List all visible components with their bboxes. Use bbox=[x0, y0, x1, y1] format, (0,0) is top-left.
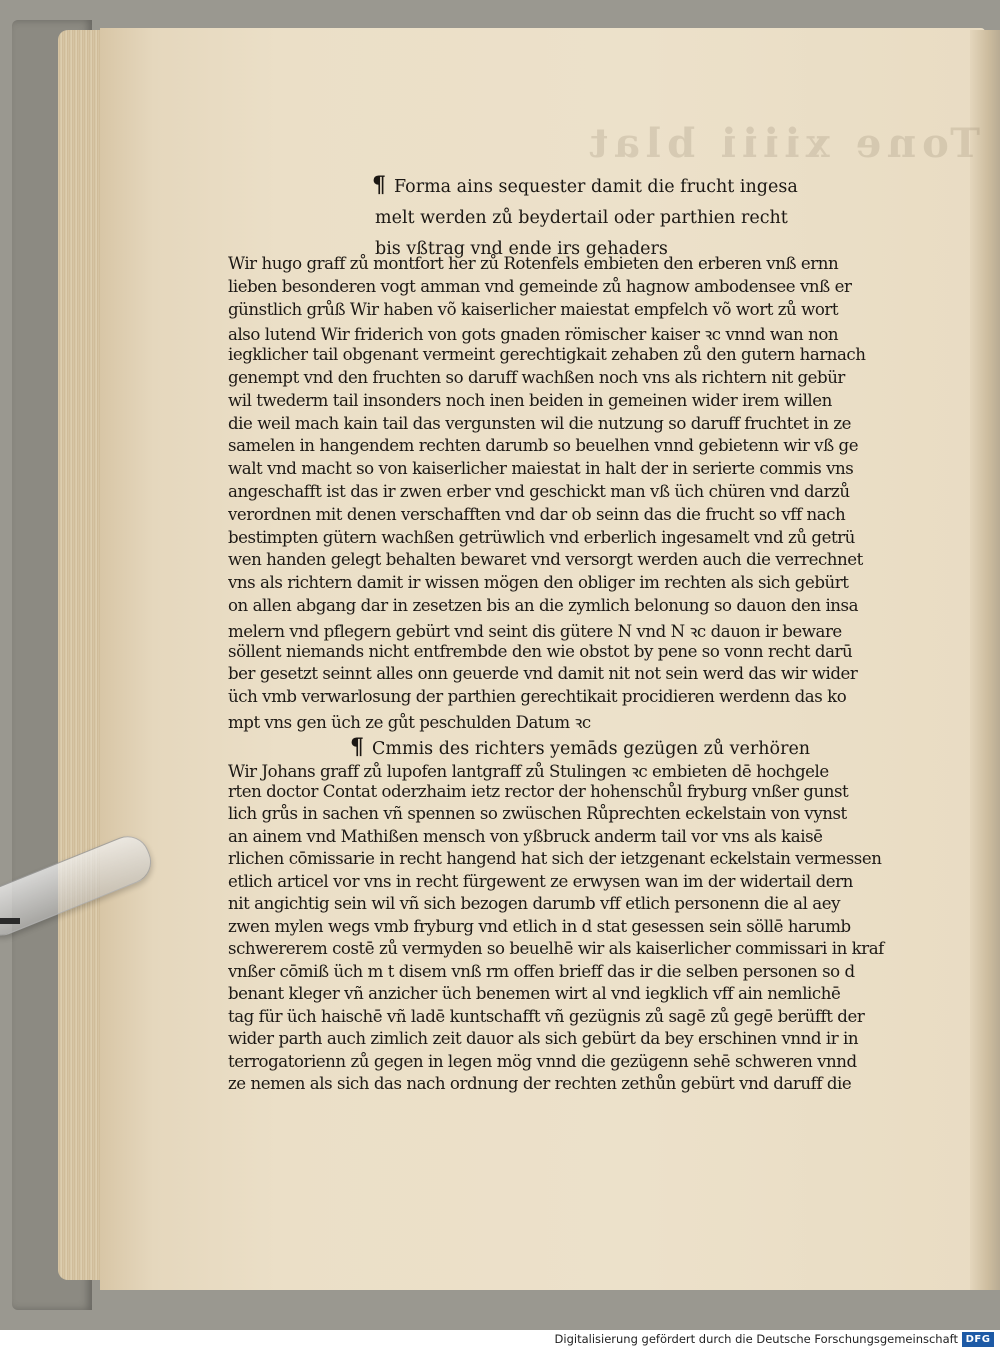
text-line: tag für üch haischē vñ ladē kuntschafft vñ gezügnis zů sagē zů gegē berüfft der bbox=[228, 1006, 865, 1026]
text-line: walt vnd macht so von kaiserlicher maiestat in halt der in serierte commis vns bbox=[228, 459, 854, 479]
text-line: genempt vnd den fruchten so daruff wachßen noch vns als richtern nit gebür bbox=[228, 368, 845, 387]
paragraph-mark-icon: ¶ bbox=[372, 172, 386, 198]
footer-credit: Digitalisierung gefördert durch die Deutsche Forschungsgemeinschaft bbox=[554, 1332, 958, 1346]
page-holder-tip bbox=[0, 918, 20, 924]
heading-line: melt werden zů beydertail oder parthien recht bbox=[375, 208, 788, 228]
text-line: söllent niemands nicht entfrembde den wie obstot by pene so vonn recht darū bbox=[228, 641, 853, 661]
text-line: zwen mylen wegs vmb fryburg vnd etlich in d stat gesessen sein söllē harumb bbox=[228, 916, 851, 936]
paragraph-mark-icon: ¶ bbox=[350, 734, 364, 760]
text-line: bestimpten gütern wachßen getrüwlich vnd erberlich ingesamelt vnd zů getrü bbox=[228, 527, 855, 547]
text-line: terrogatorienn zů gegen in legen mög vnnd die gezügenn sehē schweren vnnd bbox=[228, 1051, 857, 1071]
text-line: Wir Johans graff zů lupofen lantgraff zů Stulingen ꝛc embieten dē hochgele bbox=[228, 762, 829, 781]
text-line: vnßer cōmiß üch m t disem vnß rm offen brieff das ir die selben personen so d bbox=[228, 961, 855, 981]
text-line: rten doctor Contat oderzhaim ietz rector der hohenschůl fryburg vnßer gunst bbox=[228, 781, 849, 801]
text-line: angeschafft ist das ir zwen erber vnd geschickt man vß üch chüren vnd darzů bbox=[228, 482, 850, 501]
text-line: also lutend Wir friderich von gots gnaden römischer kaiser ꝛc vnnd wan non bbox=[228, 325, 839, 345]
text-line: rlichen cōmissarie in recht hangend hat sich der ietzgenant eckelstain vermessen bbox=[228, 849, 882, 868]
text-line: etlich articel vor vns in recht fürgewent ze erwysen wan im der widertail dern bbox=[228, 871, 853, 891]
text-line: günstlich grůß Wir haben võ kaiserlicher maiestat empfelch võ wort zů wort bbox=[228, 299, 839, 319]
text-line: melern vnd pflegern gebürt vnd seint dis gütere N vnd N ꝛc dauon ir beware bbox=[228, 621, 842, 641]
text-line: on allen abgang dar in zesetzen bis an die zymlich belonung so dauon den insa bbox=[228, 596, 859, 615]
text-line: benant kleger vñ anzicher üch benemen wirt al vnd iegklich vff ain nemlichē bbox=[228, 984, 841, 1003]
heading-forma bbox=[372, 170, 798, 265]
text-line: samelen in hangendem rechten darumb so beuelhen vnnd gebietenn wir vß ge bbox=[228, 436, 859, 456]
text-line: schwererem costē zů vermyden so beuelhē wir als kaiserlicher commissari in kraf bbox=[228, 939, 884, 958]
bleed-through-text: Tone xiiii blat bbox=[583, 120, 980, 167]
text-line: an ainem vnd Mathißen mensch von yßbruck anderm tail vor vns als kaisē bbox=[228, 826, 823, 846]
text-line: wen handen gelegt behalten bewaret vnd versorgt werden auch die verrechnet bbox=[228, 550, 863, 570]
heading-line: Cmmis des richters yemāds gezügen zů verhören bbox=[372, 739, 811, 759]
text-line: lieben besonderen vogt amman vnd gemeinde zů hagnow ambodensee vnß er bbox=[228, 276, 852, 296]
text-line: Wir hugo graff zů montfort her zů Rotenfels embieten den erberen vnß ernn bbox=[228, 254, 839, 273]
text-line: ber gesetzt seinnt alles onn geuerde vnd damit nit not sein werd das wir wider bbox=[228, 664, 858, 684]
heading-line: Forma ains sequester damit die frucht ingesa bbox=[394, 177, 798, 197]
text-line: lich grůs in sachen vñ spennen so zwüschen Růprechten eckelstain von vynst bbox=[228, 804, 847, 823]
text-line: die weil mach kain tail das vergunsten wil die nutzung so daruff fruchtet in ze bbox=[228, 413, 851, 433]
text-line: üch vmb verwarlosung der parthien gerechtikait procidieren werdenn das ko bbox=[228, 687, 847, 707]
text-line: verordnen mit denen verschafften vnd dar ob seinn das die frucht so vff nach bbox=[228, 504, 846, 524]
text-line: ze nemen als sich das nach ordnung der rechten zethůn gebürt vnd daruff die bbox=[228, 1074, 852, 1093]
text-line: vns als richtern damit ir wissen mögen den obliger im rechten als sich gebürt bbox=[228, 573, 849, 593]
text-line: mpt vns gen üch ze gůt peschulden Datum ꝛc bbox=[228, 713, 591, 732]
dfg-logo-icon: DFG bbox=[962, 1332, 994, 1347]
text-line: wider parth auch zimlich zeit dauor als sich gebürt da bey erschinen vnnd ir in bbox=[228, 1029, 859, 1048]
heading-line: bis vßtrag vnd ende irs gehaders bbox=[375, 239, 668, 259]
text-line: wil twederm tail insonders noch inen beiden in gemeinen wider irem willen bbox=[228, 390, 832, 410]
text-line: iegklicher tail obgenant vermeint gerechtigkait zehaben zů den gutern harnach bbox=[228, 345, 866, 365]
text-line: nit angichtig sein wil vñ sich bezogen darumb vff etlich personenn die al aey bbox=[228, 894, 841, 913]
footer bbox=[0, 1330, 1000, 1351]
